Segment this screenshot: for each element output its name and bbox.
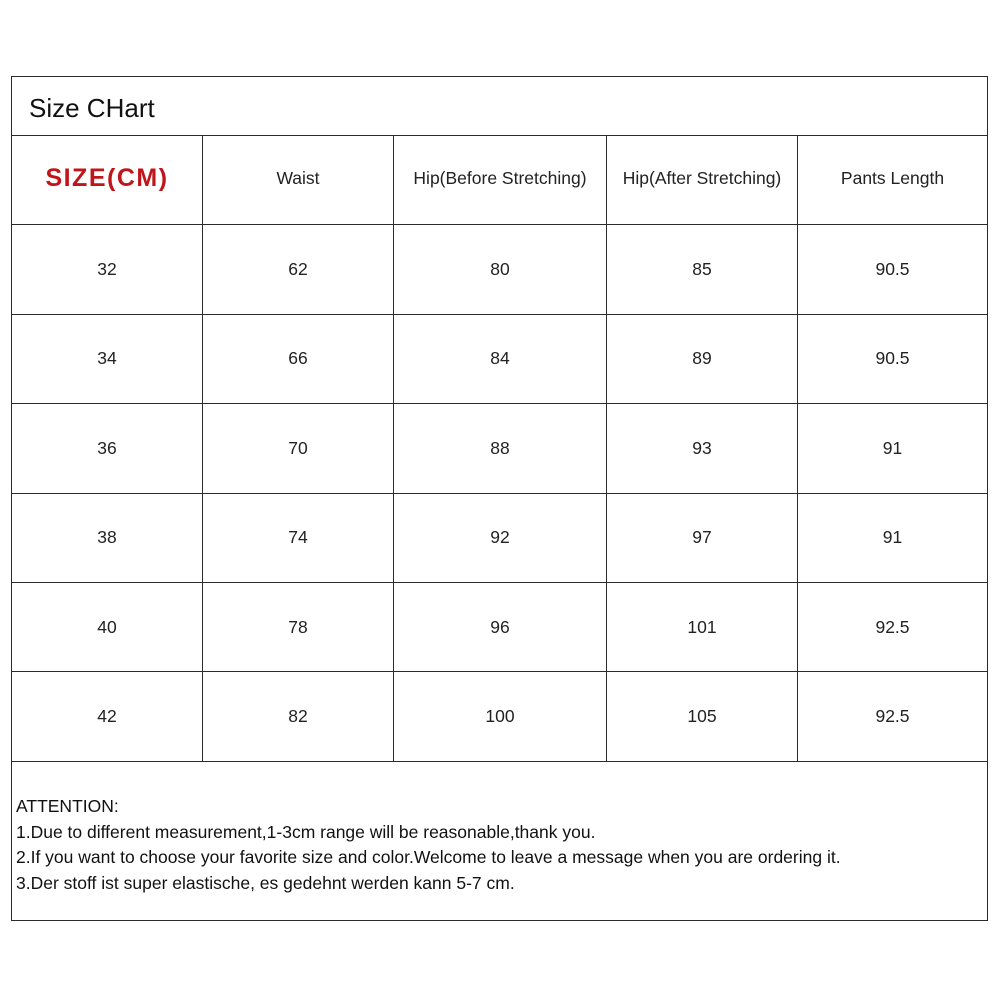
cell-hip-before: 80 (394, 225, 607, 313)
attention-notes (16, 794, 841, 896)
table-row (12, 225, 987, 314)
chart-title: Size CHart (12, 77, 987, 136)
cell-size: 32 (12, 225, 203, 313)
table-row (12, 404, 987, 493)
cell-pants-length: 92.5 (875, 706, 910, 727)
header-hip-before: Hip(Before Stretching) (394, 136, 607, 224)
cell-hip-after: 97 (607, 494, 798, 582)
cell-size: 34 (12, 315, 203, 403)
size-table (12, 136, 987, 762)
cell-waist: 82 (203, 672, 394, 760)
cell-hip-before: 100 (394, 672, 607, 760)
cell-size: 40 (12, 583, 203, 671)
cell-hip-after: 101 (607, 583, 798, 671)
cell-hip-before: 96 (394, 583, 607, 671)
cell-hip-before: 92 (394, 494, 607, 582)
cell-waist: 62 (203, 225, 394, 313)
cell-hip-before: 84 (394, 315, 607, 403)
cell-pants-length: 90.5 (875, 348, 910, 369)
cell-waist: 78 (203, 583, 394, 671)
table-row (12, 494, 987, 583)
header-hip-after: Hip(After Stretching) (607, 136, 798, 224)
table-row (12, 583, 987, 672)
cell-size: 36 (12, 404, 203, 492)
table-row (12, 315, 987, 404)
cell-size: 42 (12, 672, 203, 760)
header-pants-length: Pants Length (840, 167, 945, 188)
header-size (12, 136, 203, 224)
table-row (12, 672, 987, 761)
attention-line: 3.Der stoff ist super elastische, es gedehnt werden kann 5-7 cm. (16, 872, 515, 893)
cell-pants-length: 92.5 (875, 616, 910, 637)
cell-waist: 70 (203, 404, 394, 492)
cell-pants-length: 91 (882, 527, 903, 548)
cell-waist: 74 (203, 494, 394, 582)
attention-heading: ATTENTION: (16, 796, 119, 816)
attention-line: 2.If you want to choose your favorite size and color.Welcome to leave a message when you are ordering it. (16, 847, 841, 867)
cell-size: 38 (12, 494, 203, 582)
cell-hip-after: 85 (607, 225, 798, 313)
cell-hip-after: 93 (607, 404, 798, 492)
cell-hip-after: 105 (607, 672, 798, 760)
cell-pants-length: 90.5 (875, 259, 910, 280)
size-chart (11, 76, 988, 921)
size-cm-label: SIZE(CM) (45, 163, 169, 192)
cell-pants-length: 91 (882, 437, 903, 458)
header-waist: Waist (203, 136, 394, 224)
attention-line: 1.Due to different measurement,1-3cm range will be reasonable,thank you. (16, 821, 596, 842)
table-header-row (12, 136, 987, 225)
cell-hip-after: 89 (607, 315, 798, 403)
cell-waist: 66 (203, 315, 394, 403)
cell-hip-before: 88 (394, 404, 607, 492)
